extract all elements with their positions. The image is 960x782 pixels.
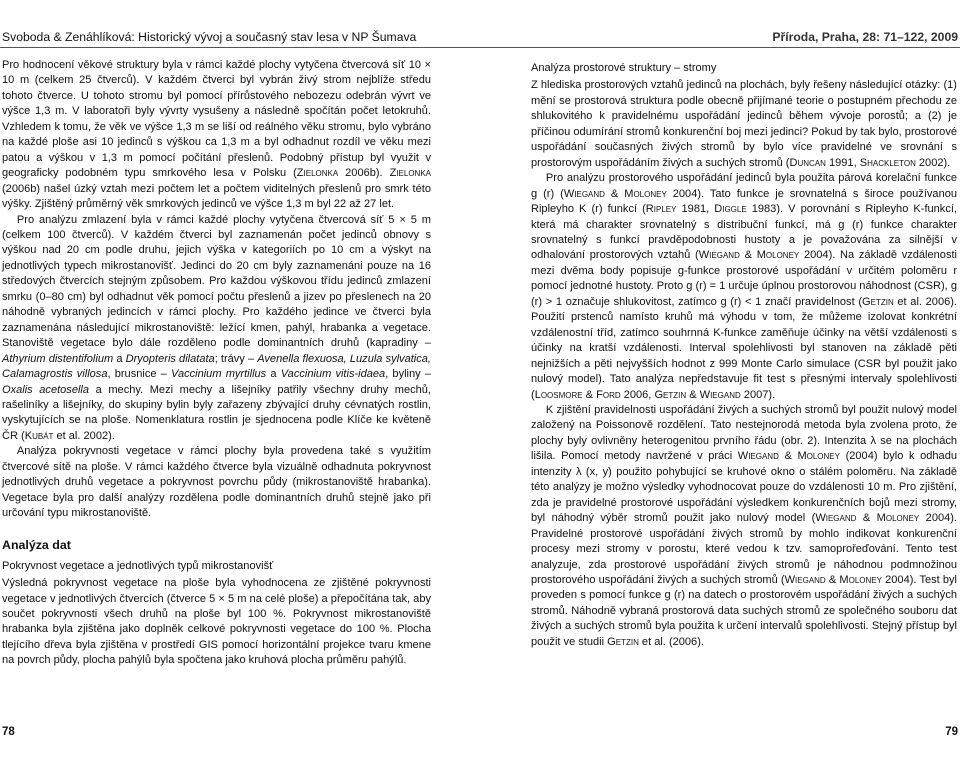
page-number-right: 79 [945,726,958,738]
paragraph-pair-correlation: Pro analýzu prostorového uspořádání jedinců byla použita párová korelační funkce g (r) (Wiegand & Moloney 2004). Tato funkce je srovnatelná s široce používanou Ripleyho K (r) funkcí (Ripley 1981, Diggle 1983). V porovnání s Ripleyho K-funkcí, která má charakter srovnatelný s distribuční funkcí, má g (r) funkce charakter srovnatelný s funkcí pravděpodobnosti hustoty a je považována za silnější v odhalování prostorových vztahů (Wiegand & Moloney 2004). Na základě vzdálenosti mezi dvěma body popisuje g-funkce prostorové uspořádání v určitém poloměru r pomocí jednotné hustoty. Proto g (r) = 1 určuje úplnou prostorovou náhodnost (CSR), g (r) > 1 označuje shlukovitost, zatímco g (r) < 1 značí pravidelnost (Getzin et al. 2006). Použití prstenců namísto kruhů má výhodu v tom, že můžeme izolovat konkrétní vzdálenostní tříd, zatímco souhrnná K-funkce zaměňuje účinky na větší vzdálenosti s účinky na kratší vzdálenosti. Interval spolehlivosti byl stanoven na základě pěti nejnižších a pěti nejvyšších hodnot z 999 Monte Carlo simulace (CSR byl použit jako nulový model). Tato analýza nepředstavuje fit test s přesnými intervaly spolehlivosti (Loosmore & Ford 2006, Getzin & Wiegand 2007). [531,172,957,401]
section-heading-data-analysis: Analýza dat [2,537,71,552]
header-journal-citation: Příroda, Praha, 28: 71–122, 2009 [772,30,958,44]
header-authors-title: Svoboda & Zenáhlíková: Historický vývoj a současný stav lesa v NP Šumava [2,30,417,44]
paragraph-cover-evaluation: Výsledná pokryvnost vegetace na ploše byla vyhodnocena ze zjištěné pokryvnosti vegetace v jednotlivých čtvercích (čtverce 5 × 5 m na celé ploše) a přepočítána tak, aby součet pokryvnosti všech druhů na ploše byl 100 %. Pokryvnost mikrostanoviště hrabanka byla zjištěna jako doplněk celkové pokryvnosti vegetace do 100 %. Plocha tlejícího dřeva byla zjištěna v prostředí GIS pomocí horizontální projekce tvaru kmene na povrch půdy, plocha pahýlů byla spočtena jako kruhová plocha průměru pahýlů. [2,577,431,667]
paragraph-spatial-questions: Z hlediska prostorových vztahů jedinců na plochách, byly řešeny následující otázky: (1) mění se prostorová struktura podle obecně přijímané teorie o postupném přechodu ze shlukovitého k pravidelnému uspořádání jedinců během vývoje porostů; a (2) je příčinou odumírání stromů konkurenční boj mezi jedinci? Pokud by tak bylo, prostorové uspořádání současných živých stromů by bylo více pravidelné ve srovnání s prostorovým uspořádáním živých a suchých stromů (Duncan 1991, Shackleton 2002). [531,79,957,169]
paragraph-regeneration: Pro analýzu zmlazení byla v rámci každé plochy vytyčena čtvercová síť 5 × 5 m (celkem 100 čtverců). V každém čtverci byl zaznamenán počet jedinců obnovy s výškou nad 20 cm podle druhu, jejich výška v kategoriích po 10 cm a výskyt na jednotlivých typech mikrostanovišť. Jedinci do 20 cm byly zaznamenáni pouze na 16 středových čtvercích stejným způsobem. Pro každou výškovou třídu jedinců zmlazení smrku (0–80 cm) byl odhadnut věk pomocí počtu přeslenů a jizev po přeslenech na 20 náhodně vybraných jedincích v rámci plochy. Pro každého jedince ve čtverci byla zaznamenána následující mikrostanoviště: ležící kmen, pahýl, hrabanka a vegetace. Stanoviště vegetace bylo dále rozděleno podle dominantních druhů (kapradiny – Athyrium distentifolium a Dryopteris dilatata; trávy – Avenella flexuosa, Luzula sylvatica, Calamagrostis villosa, brusnice – Vaccinium myrtillus a Vaccinium vitis-idaea, byliny – Oxalis acetosella a mechy. Mezi mechy a lišejníky patřily všechny druhy mechů, rašeliníky a lišejníky, do skupiny bylin byly zařazeny zbývající druhy cévnatých rostlin, vyskytujících se na ploše. Nomenklatura rostlin je sjednocena podle Klíče ke květeně ČR (Kubát et al. 2002). [2,213,431,442]
paragraph-null-model: K zjištění pravidelnosti uspořádání živých a suchých stromů byl použit nulový model založený na Poissonově rozdělení. Tato nestejnorodá metoda byla zvolena proto, že plochy byly ovlivněny heterogenitou prvního řádu (obr. 2). Intenzita λ se na plochách lišila. Pomocí metody navržené v práci Wiegand & Moloney (2004) bylo k odhadu intenzity λ (x, y) použito pohybující se kruhové okno o stálém poloměru. Na základě této analýzy je možno výsledky vyhodnocovat pouze do vzdálenosti 10 m. Pro zjištění, zda je pravidelné prostorové uspořádání výsledkem konkurenčních bojů mezi stromy, byl náhodný výběr stromů použit jako nulový model (Wiegand & Moloney 2004). Pravidelné prostorové uspořádání živých stromů by mohlo indikovat konkurenční procesy mezi stromy v porostu, které vedou k tzv. samoprořeďování. Tento test analyzuje, zda prostorové uspořádání živých stromů je náhodnou podmnožinou prostorového uspořádání živých a suchých stromů (Wiegand & Moloney 2004). Test byl proveden s pomocí funkce g (r) na datech o prostorovém uspořádání živých a suchých stromů. Náhodně vybraná prostorová data suchých stromů ze společného souboru dat živých a suchých stromů byla použita k určení intervalů spolehlivosti. Stejný přístup byl použit ve studii Getzin et al. (2006). [531,403,958,648]
subheading-vegetation-cover: Pokryvnost vegetace a jednotlivých typů mikrostanovišť [2,559,274,572]
paragraph-age-structure: Pro hodnocení věkové struktury byla v rámci každé plochy vytyčena čtvercová síť 10 × 10 m (celkem 25 čtverců). V každém čtverci byl vybrán živý strom nejblíže středu tohoto čtverce. U tohoto stromu byl pomocí přírůstového nebozezu odebrán vývrt ve výšce 1,3 m. V laboratoři byly vývrty vysušeny a následně spočítán počet letokruhů. Vzhledem k tomu, že věk ve výšce 1,3 m se liší od reálného věku stromu, bylo vybráno na každé ploše asi 10 jedinců s výškou ca 1,3 m a byl odhadnut rozdíl ve věku mezi patou a výškou v 1,3 m pomocí počítání přeslenů. Podobný přístup byl využit v geograficky podobném typu smrkového lesa v Polsku (Zielonka 2006b). Zielonka (2006b) našel úzký vztah mezi počtem let a počtem viditelných přeslenů pro smrk této výšky. Zjištěný průměrný věk smrkových jedinců ve výšce 1,3 m byl 22 až 27 let. [2,59,431,211]
right-column [531,61,957,650]
header-rule [0,47,960,48]
running-header [0,28,960,46]
left-column [2,58,431,669]
subheading-spatial-structure: Analýza prostorové struktury – stromy [531,62,717,74]
paragraph-vegetation-cover: Analýza pokryvnosti vegetace v rámci plochy byla provedena také s využitím čtvercové sítě na ploše. V rámci každého čtverce byla vizuálně odhadnuta pokryvnost jednotlivých druhů vegetace a pokryvnost povrchu půdy (mikrostanoviště hrabanka). Vegetace byla pro další analýzy rozdělena podle dominantních druhů stejně jako při určování typu mikrostanoviště. [2,445,431,520]
page-number-left: 78 [2,726,15,738]
